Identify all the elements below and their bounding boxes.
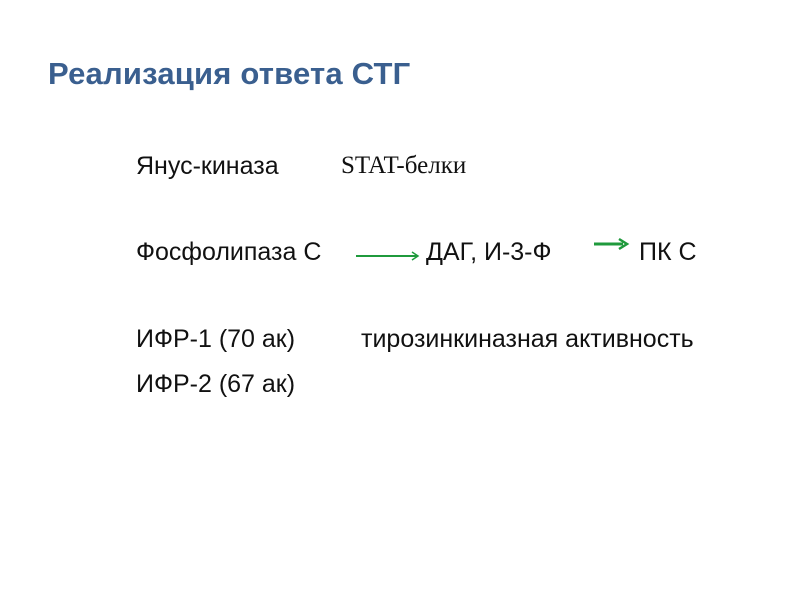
arrow-right-icon — [355, 249, 421, 263]
pkc-text: ПК С — [639, 238, 697, 266]
janus-kinase-text: Янус-киназа — [136, 152, 279, 180]
igf2-text: ИФР-2 (67 ак) — [136, 370, 296, 398]
stat-proteins-text: STAT-белки — [341, 152, 467, 179]
phospholipase-c-text: Фосфолипаза С — [136, 238, 322, 266]
slide-title: Реализация ответа СТГ — [48, 56, 411, 91]
igf1-text: ИФР-1 (70 ак) — [136, 325, 296, 353]
arrow-right-icon — [593, 236, 633, 252]
dag-ip3-text: ДАГ, И-3-Ф — [426, 238, 552, 266]
row-jak-stat — [136, 151, 279, 181]
tyrosine-kinase-activity-text: тирозинкиназная активность — [361, 325, 694, 353]
